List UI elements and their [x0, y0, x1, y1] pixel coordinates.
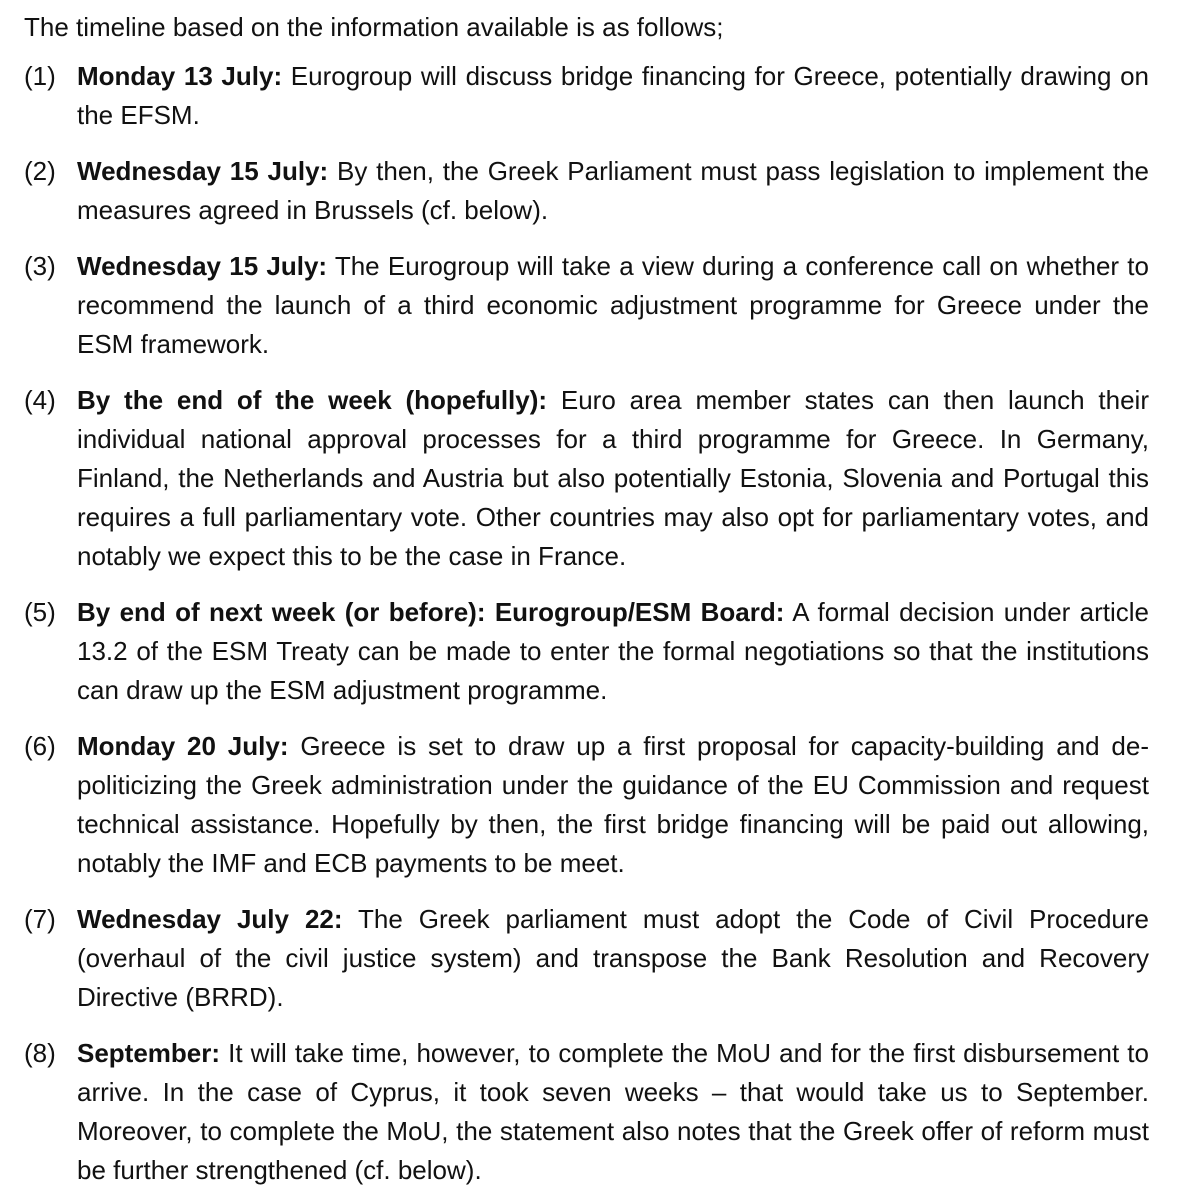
item-lead: Wednesday 15 July: [77, 251, 328, 281]
item-body [77, 57, 1149, 135]
item-text: A formal decision under article 13.2 of the ESM Treaty can be made to enter the formal negotiations so that the institutions can draw up the ESM adjustment programme. [77, 597, 1149, 705]
timeline-item [24, 1034, 1149, 1190]
item-number: (1) [24, 61, 56, 91]
item-body [77, 152, 1149, 230]
item-body [77, 900, 1149, 1017]
item-number: (3) [24, 251, 56, 281]
timeline-item [24, 593, 1149, 710]
timeline-item [24, 727, 1149, 883]
timeline-item [24, 152, 1149, 230]
item-number: (8) [24, 1038, 56, 1068]
timeline-item [24, 381, 1149, 576]
item-text: It will take time, however, to complete the MoU and for the first disbursement to arrive. In the case of Cyprus, it took seven weeks – that would take us to September. Moreover, to complete the MoU, the statement also notes that the Greek offer of reform must be further strengthened (cf. below). [77, 1038, 1149, 1185]
item-lead: Monday 20 July: [77, 731, 289, 761]
item-number: (6) [24, 731, 56, 761]
item-body [77, 247, 1149, 364]
item-text: The Greek parliament must adopt the Code of Civil Procedure (overhaul of the civil justice system) and transpose the Bank Resolution and Recovery Directive (BRRD). [77, 904, 1149, 1012]
timeline-list [24, 57, 1149, 1190]
item-text: By then, the Greek Parliament must pass legislation to implement the measures agreed in Brussels (cf. below). [77, 156, 1149, 225]
item-text: Greece is set to draw up a first proposal for capacity-building and de-politicizing the Greek administration under the guidance of the EU Commission and request technical assistance. Hopefully by then, the first bridge financing will be paid out allowing, notably the IMF and ECB payments to be meet. [77, 731, 1149, 878]
item-body [77, 381, 1149, 576]
item-text: Eurogroup will discuss bridge financing for Greece, potentially drawing on the EFSM. [77, 61, 1149, 130]
timeline-item [24, 247, 1149, 364]
item-number: (2) [24, 156, 56, 186]
item-number: (4) [24, 385, 56, 415]
item-lead: By the end of the week (hopefully): [77, 385, 548, 415]
item-lead: By end of next week (or before): Eurogroup/ESM Board: [77, 597, 785, 627]
item-text: Euro area member states can then launch their individual national approval processes for a third programme for Greece. In Germany, Finland, the Netherlands and Austria but also potentially Estonia, Slovenia and Portugal this requires a full parliamentary vote. Other countries may also opt for parliamentary votes, and notably we expect this to be the case in France. [77, 385, 1149, 571]
timeline-item [24, 57, 1149, 135]
item-lead: Wednesday July 22: [77, 904, 343, 934]
item-lead: September: [77, 1038, 221, 1068]
item-lead: Monday 13 July: [77, 61, 283, 91]
item-body [77, 593, 1149, 710]
item-lead: Wednesday 15 July: [77, 156, 329, 186]
item-body [77, 1034, 1149, 1190]
item-body [77, 727, 1149, 883]
item-number: (7) [24, 904, 56, 934]
item-number: (5) [24, 597, 56, 627]
intro-paragraph: The timeline based on the information available is as follows; [24, 12, 724, 42]
item-text: The Eurogroup will take a view during a conference call on whether to recommend the launch of a third economic adjustment programme for Greece under the ESM framework. [77, 251, 1149, 359]
timeline-item [24, 900, 1149, 1017]
